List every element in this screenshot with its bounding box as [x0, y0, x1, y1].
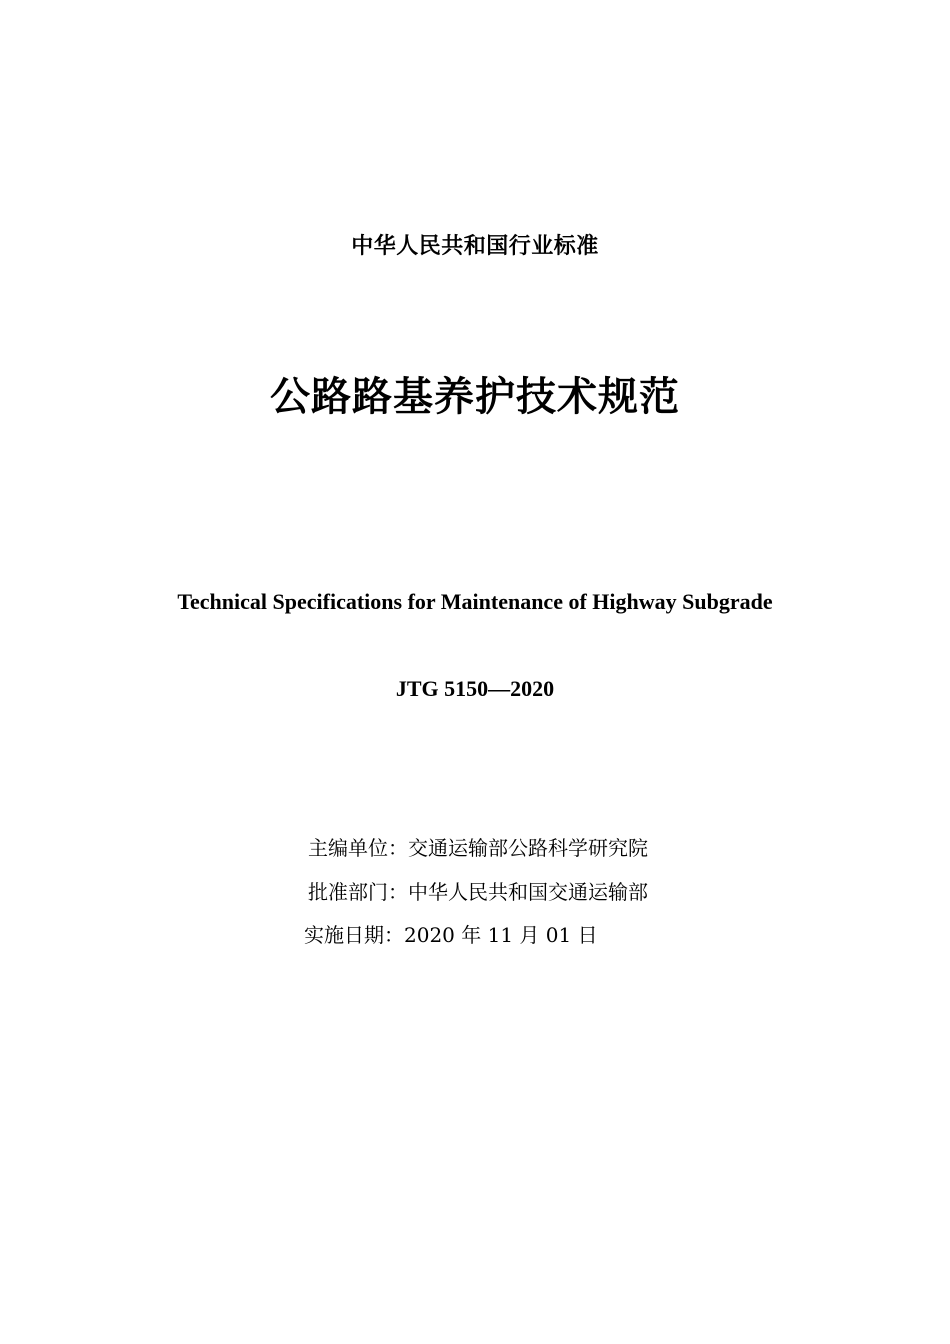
document-title-english: Technical Specifications for Maintenance of Highway Subgrade: [177, 589, 773, 614]
document-title-chinese: 公路路基养护技术规范: [270, 374, 680, 420]
standard-category: 中华人民共和国行业标准: [351, 234, 599, 259]
chief-editor-unit: 主编单位：交通运输部公路科学研究院: [308, 836, 648, 860]
standard-code: JTG 5150—2020: [395, 676, 555, 701]
approval-department: 批准部门：中华人民共和国交通运输部: [308, 880, 648, 904]
effective-date: 实施日期：2020 年 11 月 01 日: [304, 923, 598, 947]
